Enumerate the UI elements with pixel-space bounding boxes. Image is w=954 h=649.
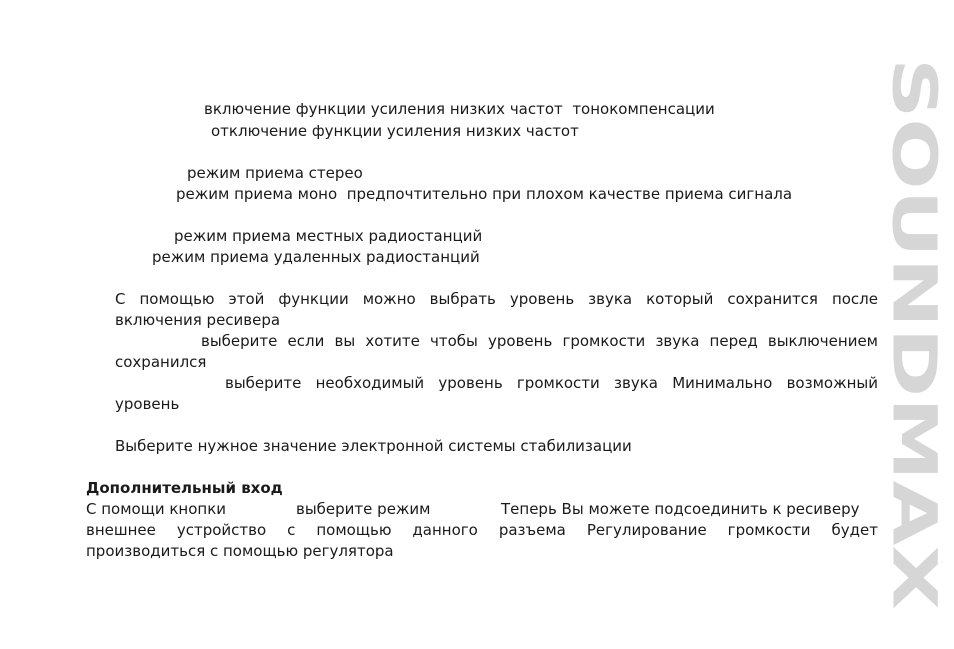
volume-intro-line1: С помощью этой функции можно выбрать уровень звука который сохранится после — [115, 290, 878, 308]
aux-line2: внешнее устройство с помощью данного разъема Регулирование громкости будет — [86, 521, 878, 539]
aux-heading: Дополнительный вход — [86, 479, 283, 497]
stereo-mode-text: режим приема стерео — [187, 164, 363, 182]
mono-mode-text: режим приема моно предпочтительно при плохом качестве приема сигнала — [176, 185, 793, 203]
volume-option1-line1: выберите если вы хотите чтобы уровень громкости звука перед выключением — [201, 332, 878, 350]
volume-option2-line2: уровень — [115, 395, 180, 413]
aux-line3: производиться с помощью регулятора — [86, 542, 394, 560]
aux-line1-part1: С помощи кнопки — [86, 500, 227, 518]
dx-mode-text: режим приема удаленных радиостанций — [152, 248, 480, 266]
volume-option1-line2: сохранился — [115, 353, 207, 371]
volume-option2-line1: выберите необходимый уровень громкости звука Минимально возможный — [225, 374, 878, 392]
local-mode-text: режим приема местных радиостанций — [174, 227, 483, 245]
soundmax-logo-text: SOUNDMAX — [878, 58, 950, 460]
bass-on-text: включение функции усиления низких частот тонокомпенсации — [204, 100, 715, 118]
aux-line1-part3: Теперь Вы можете подсоединить к ресиверу — [501, 500, 860, 518]
bass-off-text: отключение функции усиления низких частот — [211, 122, 579, 140]
volume-intro-line2: включения ресивера — [115, 311, 281, 329]
soundmax-logo — [878, 58, 950, 610]
aux-line1-part2: выберите режим — [296, 500, 431, 518]
stabilization-text: Выберите нужное значение электронной системы стабилизации — [115, 437, 632, 455]
